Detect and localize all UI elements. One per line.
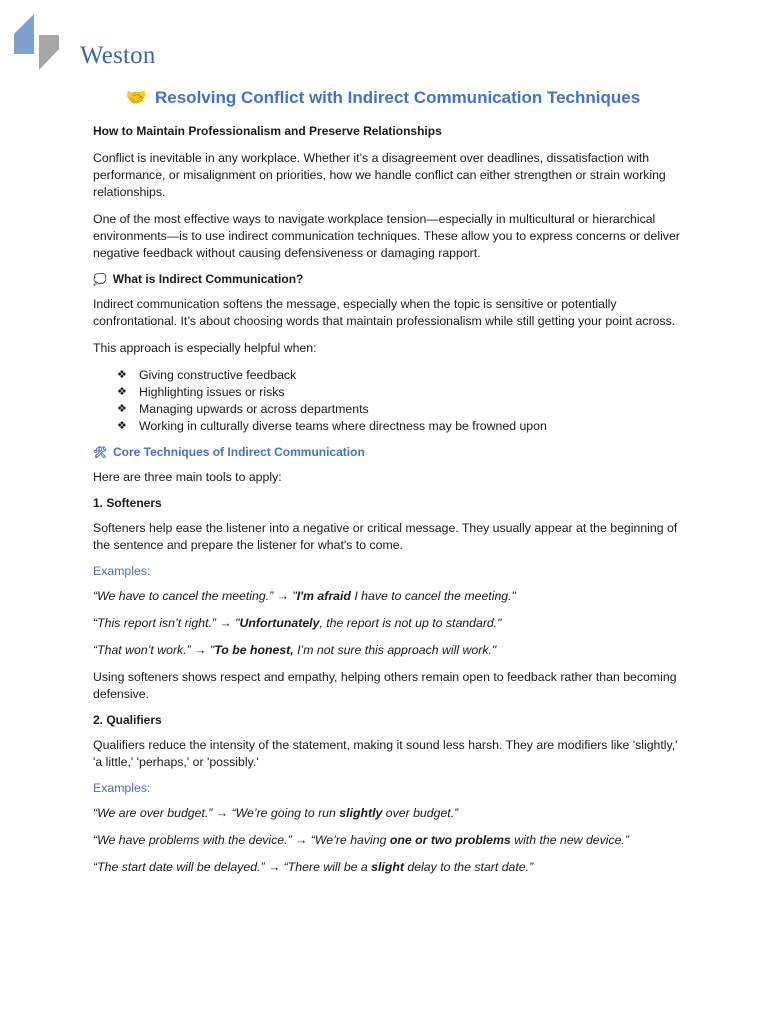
qualifier-example: “We are over budget.” → “We’re going to run slightly over budget.” xyxy=(93,806,459,820)
list-item: ❖ Working in culturally diverse teams where directness may be frowned upon xyxy=(117,419,547,433)
what-lead: This approach is especially helpful when: xyxy=(93,341,317,355)
softener-example: “This report isn’t right.” → "Unfortunately, the report is not up to standard." xyxy=(93,616,502,630)
document-body xyxy=(93,88,683,886)
page-subtitle: How to Maintain Professionalism and Preserve Relationships xyxy=(93,124,442,138)
softeners-closing: Using softeners shows respect and empathy, helping others remain open to feedback rather than becoming defensive. xyxy=(93,670,677,701)
logo-text: Weston xyxy=(80,42,156,69)
softeners-heading: 1. Softeners xyxy=(93,496,162,510)
diamond-bullet-icon: ❖ xyxy=(117,386,127,398)
diamond-bullet-icon: ❖ xyxy=(117,403,127,415)
softeners-examples-label: Examples: xyxy=(93,564,151,578)
intro-paragraph-1: Conflict is inevitable in any workplace. Whether it’s a disagreement over deadlines, dissatisfaction with performance, or misalignment on priorities, how we handle conflict can either strengthen or strain working relationships. xyxy=(93,151,666,199)
tools-icon: 🛠 xyxy=(93,446,107,459)
section-heading-core-text: Core Techniques of Indirect Communication xyxy=(112,445,365,459)
handshake-icon: 🤝 xyxy=(125,88,147,107)
qualifiers-paragraph: Qualifiers reduce the intensity of the statement, making it sound less harsh. They are modifiers like 'slightly,' 'a little,' 'perhaps,' or 'possibly.' xyxy=(93,738,678,769)
list-item: ❖ Giving constructive feedback xyxy=(117,368,297,382)
page-title-text: Resolving Conflict with Indirect Communication Techniques xyxy=(155,88,641,107)
softener-example: “We have to cancel the meeting.” → "I'm afraid I have to cancel the meeting." xyxy=(93,589,516,603)
weston-logo xyxy=(14,14,164,72)
use-cases-list xyxy=(117,367,683,435)
what-paragraph: Indirect communication softens the message, especially when the topic is sensitive or potentially confrontational. It’s about choosing words that maintain professionalism while still getting your point across. xyxy=(93,297,676,328)
softener-example: “That won’t work.” → "To be honest, I’m not sure this approach will work." xyxy=(93,643,497,657)
section-heading-what xyxy=(93,272,683,286)
core-lead: Here are three main tools to apply: xyxy=(93,470,282,484)
qualifiers-examples-label: Examples: xyxy=(93,781,151,795)
qualifiers-heading: 2. Qualifiers xyxy=(93,713,162,727)
list-item: ❖ Highlighting issues or risks xyxy=(117,385,285,399)
section-heading-core xyxy=(93,445,683,459)
page-title xyxy=(83,88,683,108)
list-item: ❖ Managing upwards or across departments xyxy=(117,402,369,416)
weston-logo-mark xyxy=(14,14,70,72)
qualifier-example: “The start date will be delayed.” → “There will be a slight delay to the start date.” xyxy=(93,860,534,874)
qualifier-example: “We have problems with the device.” → “We’re having one or two problems with the new device.” xyxy=(93,833,630,847)
diamond-bullet-icon: ❖ xyxy=(117,369,127,381)
intro-paragraph-2: One of the most effective ways to navigate workplace tension—especially in multicultural or hierarchical environments—is to use indirect communication techniques. These allow you to express concerns or deliver negative feedback without causing defensiveness or damaging rapport. xyxy=(93,212,680,260)
diamond-bullet-icon: ❖ xyxy=(117,420,127,432)
softeners-paragraph: Softeners help ease the listener into a negative or critical message. They usually appear at the beginning of the sentence and prepare the listener for what's to come. xyxy=(93,521,678,552)
section-heading-what-text: What is Indirect Communication? xyxy=(112,272,304,286)
thought-bubble-icon: 💭 xyxy=(93,273,107,286)
